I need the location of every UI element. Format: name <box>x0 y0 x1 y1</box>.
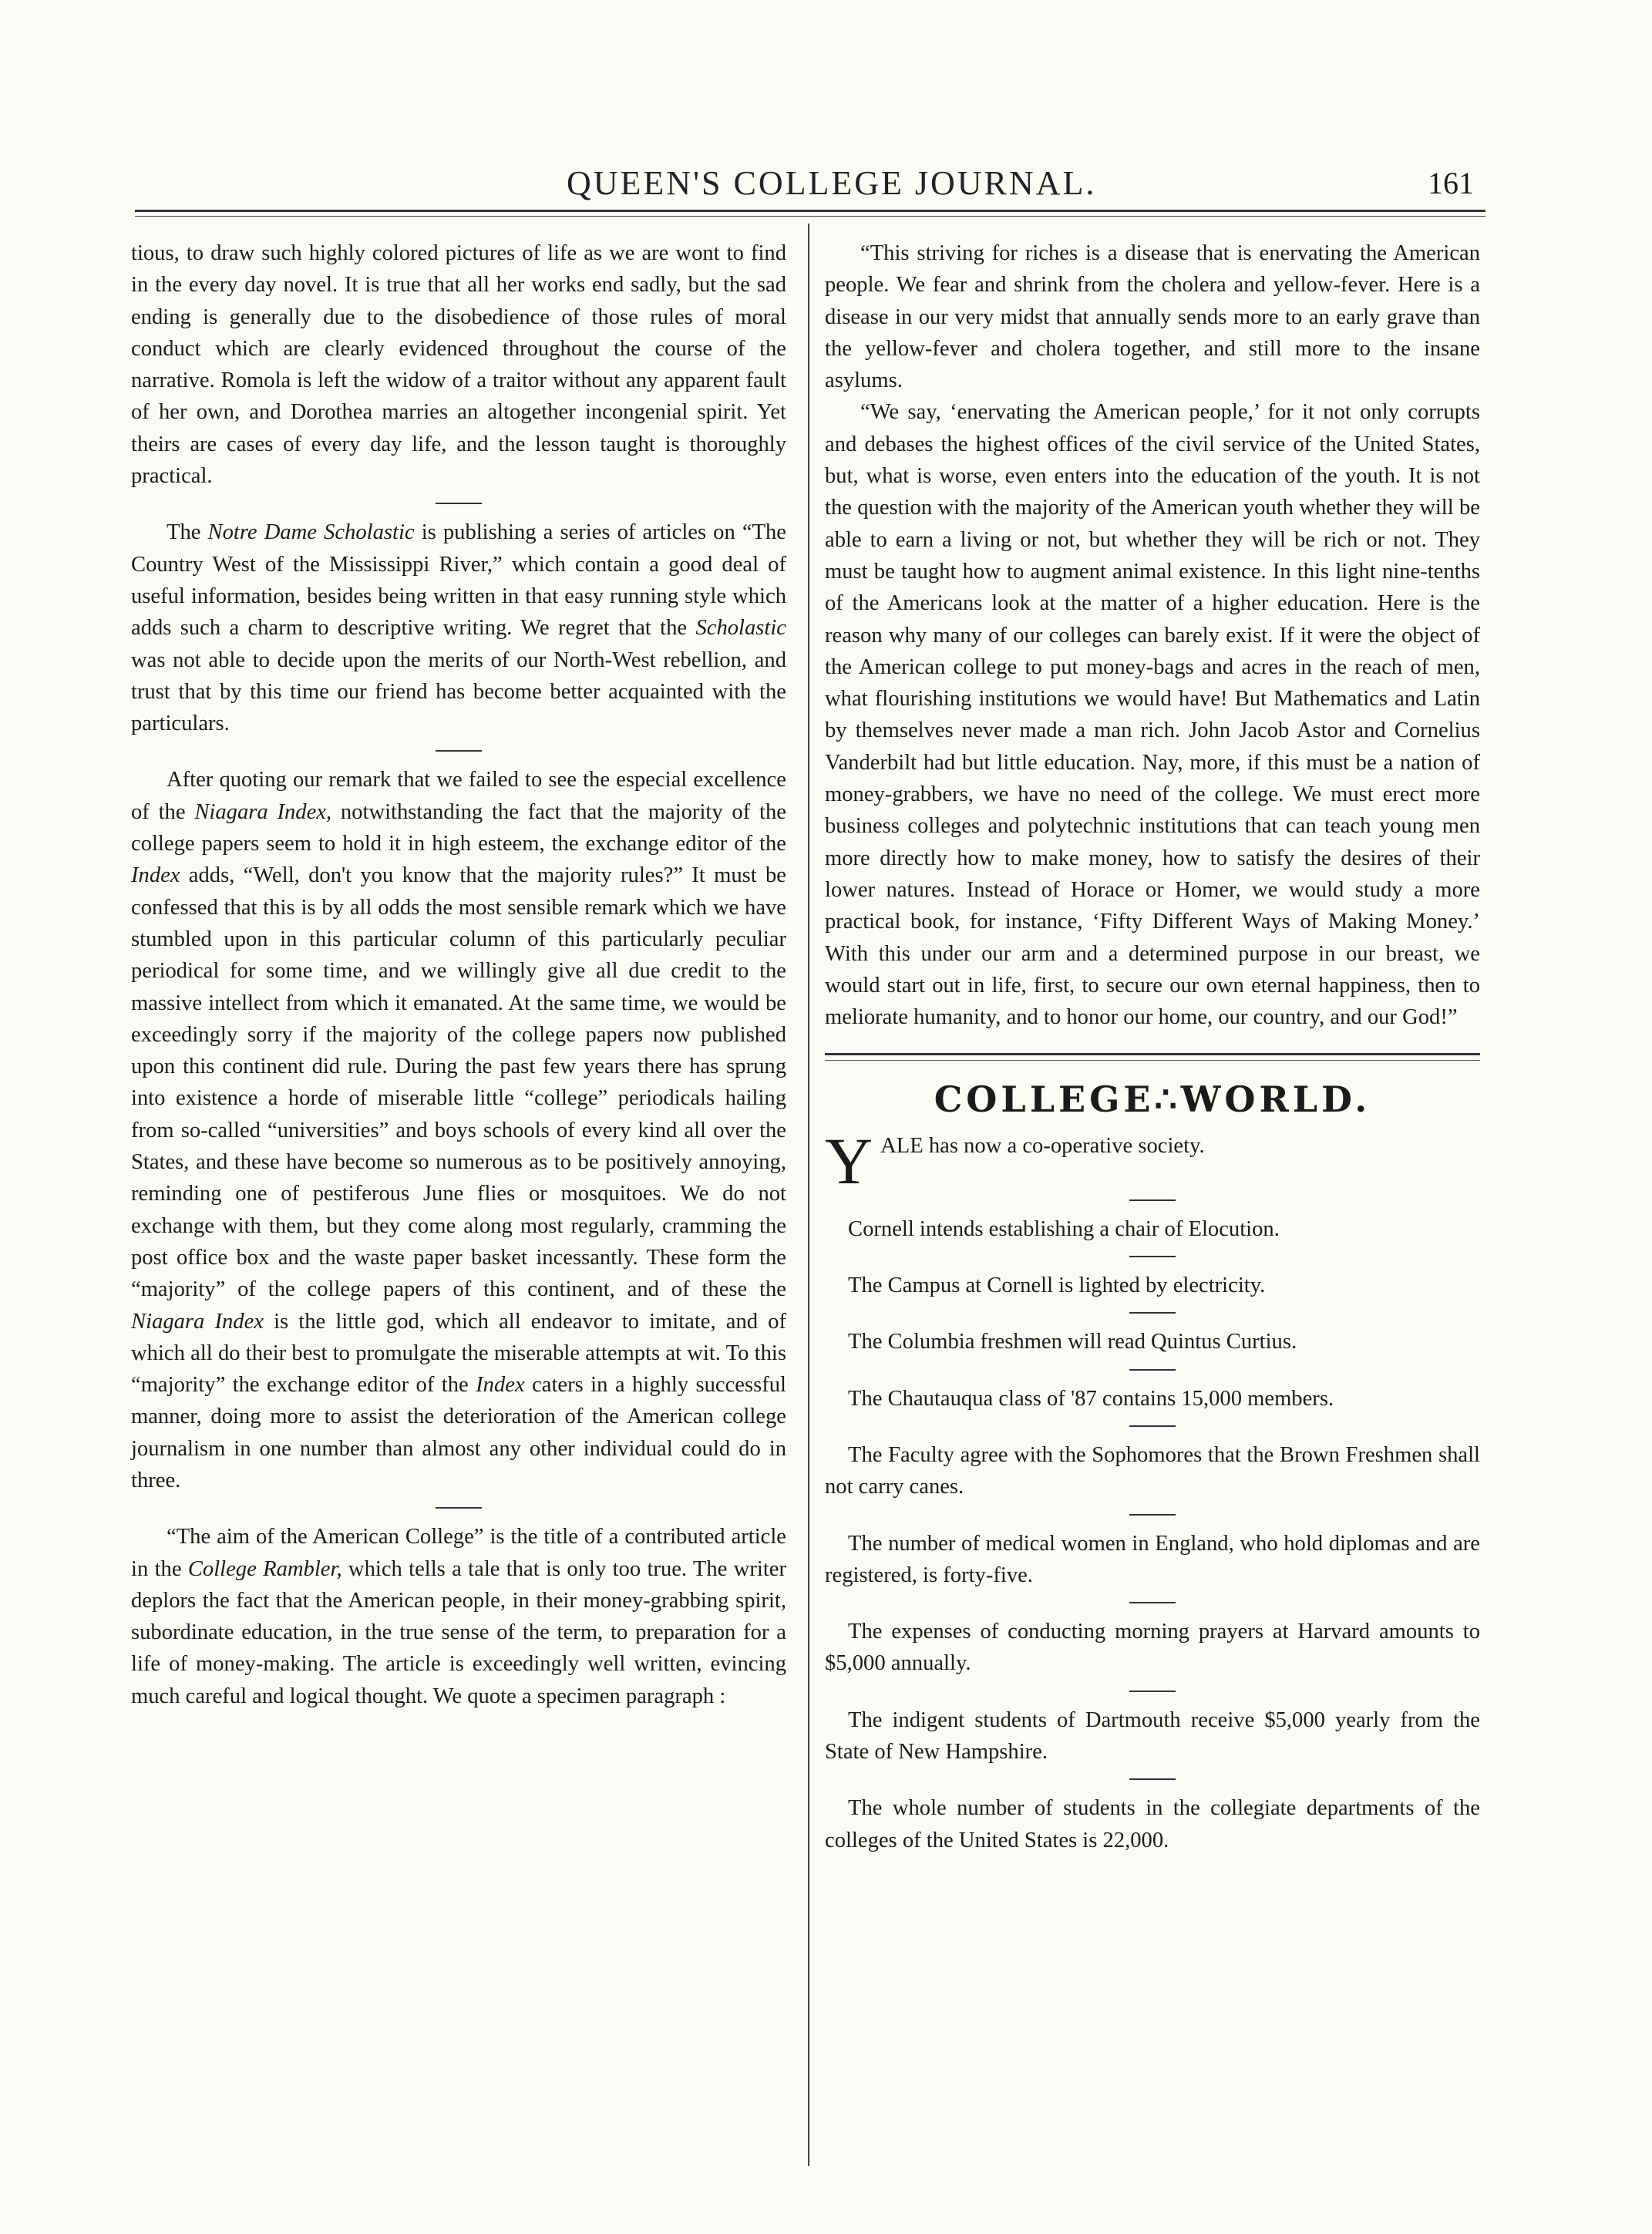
college-world-item: The Chautauqua class of '87 contains 15,000 members. <box>848 1386 1334 1411</box>
separator-rule <box>1129 1602 1176 1603</box>
separator-rule <box>436 1507 482 1509</box>
header-rule <box>135 210 1485 212</box>
separator-rule <box>1129 1369 1176 1371</box>
page-header <box>135 154 1480 200</box>
college-world-list <box>825 1199 1480 1856</box>
paragraph-college-rambler <box>131 1521 786 1712</box>
separator-rule <box>1129 1514 1176 1516</box>
separator-rule <box>1129 1778 1176 1780</box>
column-divider <box>808 224 809 2166</box>
section-rule-thin <box>825 1060 1480 1061</box>
left-column <box>131 237 786 1712</box>
italic-title: Index <box>131 863 180 888</box>
separator-rule <box>1129 1256 1176 1257</box>
college-world-item: The Faculty agree with the Sophomores that the Brown Freshmen shall not carry canes. <box>825 1442 1480 1499</box>
right-column <box>825 237 1480 1856</box>
italic-title: Notre Dame Scholastic <box>207 520 415 545</box>
item-text: ALE has now a co-operative society. <box>880 1133 1205 1158</box>
text-run: which tells a tale that is only too true. The writer deplors the fact that the American people, in their money-grabbing spirit, subordinate education, in the true sense of the term, to preparation for a life of money-making. The article is exceedingly well written, evincing much careful and logical thought. We quote a specimen paragraph : <box>131 1556 786 1708</box>
college-world-item: Cornell intends establishing a chair of Elocution. <box>848 1216 1280 1241</box>
italic-title: Index <box>476 1373 525 1398</box>
college-world-item: The number of medical women in England, who hold diplomas and are registered, is forty-five. <box>825 1531 1480 1587</box>
college-world-item: The indigent students of Dartmouth receive $5,000 yearly from the State of New Hampshire. <box>825 1707 1480 1764</box>
paragraph-niagara-index <box>131 764 786 1496</box>
separator-rule <box>436 750 482 752</box>
text-run: adds, “Well, don't you know that the majority rules?” It must be confessed that this is by all odds the most sensible remark which we have stumbled upon in this particular column of this particularly peculiar periodical for some time, and we willingly give all due credit to the massive intellect from which it emanated. At the same time, we would be exceedingly sorry if the majority of the college papers now published upon this continent did rule. During the past few years there has sprung into existence a horde of miserable little “college” periodicals hailing from so-called “universities” and boys schools of every kind all over the States, and these have become so numerous as to be positively annoying, reminding one of pestiferous June flies or mosquitoes. We do not exchange with them, but they come along most regularly, cramming the post office box and the waste paper basket incessantly. These form the “majority” of the college papers of this continent, and of these the <box>131 863 786 1302</box>
section-rule <box>825 1053 1480 1055</box>
separator-rule <box>1129 1691 1176 1692</box>
college-world-item: The whole number of students in the collegiate departments of the colleges of the United States is 22,000. <box>825 1796 1480 1852</box>
separator-rule <box>1129 1312 1176 1314</box>
italic-title: Niagara Index, <box>194 799 332 824</box>
text-run: is publishing a series of articles on “The Country West of the Mississippi River,” which contain a good deal of useful information, besides being written in that easy running style which adds such a charm to descriptive writing. We regret that the <box>131 520 786 641</box>
college-world-item: The Columbia freshmen will read Quintus Curtius. <box>848 1330 1297 1354</box>
separator-rule <box>436 503 482 504</box>
text-run: notwithstanding the fact that the majority of the college papers seem to hold it in high esteem, the exchange editor of the <box>131 799 786 856</box>
section-title: COLLEGE∴WORLD. <box>934 1078 1371 1121</box>
text-run: The <box>167 520 208 545</box>
text-run: is the little god, which all endeavor to imitate, and of which all do their best to promulgate the miserable attempts at wit. To this “majority” the exchange editor of the <box>131 1309 786 1398</box>
paragraph-scholastic <box>131 516 786 739</box>
quote-paragraph-2: “We say, ‘enervating the American people,’ for it not only corrupts and debases the highest offices of the civil service of the United States, but, what is worse, even enters into the education of the youth. It is not the question with the majority of the American youth whether they will be able to earn a living or not, but whether they will be rich or not. They must be taught how to augment animal existence. In this light nine-tenths of the Americans look at the matter of a higher education. Here is the reason why many of our colleges can barely exist. If it were the object of the American college to put money-bags and acres in the reach of men, what flourishing institutions we would have! But Mathematics and Latin by themselves never made a man rich. John Jacob Astor and Cornelius Vanderbilt had but little education. Nay, more, if this must be a nation of money-grabbers, we have no need of the college. We must erect more business colleges and polytechnic institutions that can teach young men more directly how to make money, how to satisfy the desires of their lower natures. Instead of Horace or Homer, we would study a more practical book, for instance, ‘Fifty Different Ways of Making Money.’ With this under our arm and a determined purpose in our breast, we would start out in life, first, to secure our own eternal happiness, then to meliorate humanity, and to honor our home, our country, and our God!” <box>825 400 1480 1030</box>
drop-cap: Y <box>825 1123 873 1198</box>
quote-paragraph-1: “This striving for riches is a disease that is enervating the American people. We fear and shrink from the cholera and yellow-fever. Here is a disease in our very midst that annually sends more to an early grave than the yellow-fever and cholera together, and still more to the insane asylums. <box>825 241 1480 393</box>
college-world-item: The Campus at Cornell is lighted by electricity. <box>848 1273 1266 1298</box>
italic-title: College Rambler, <box>187 1556 342 1581</box>
text-run: caters in a highly successful manner, doing more to assist the deterioration of the American college journalism in one number than almost any other individual could do in three. <box>131 1373 786 1492</box>
page-number: 161 <box>1428 166 1474 200</box>
college-world-item <box>825 1123 1480 1198</box>
italic-title: Niagara Index <box>131 1309 264 1334</box>
text-run: After quoting our remark that we failed to see the especial excellence of the <box>131 768 786 824</box>
text-run: was not able to decide upon the merits of our North-West rebellion, and trust that by this time our friend has become better acquainted with the particulars. <box>131 648 786 736</box>
college-world-item: The expenses of conducting morning prayers at Harvard amounts to $5,000 annually. <box>825 1620 1480 1676</box>
text-run: “The aim of the American College” is the title of a contributed article in the <box>131 1525 786 1581</box>
italic-title: Scholastic <box>695 616 786 641</box>
separator-rule <box>1129 1425 1176 1427</box>
running-head: QUEEN'S COLLEGE JOURNAL. <box>567 164 1097 202</box>
header-rule-thin <box>135 216 1485 217</box>
paragraph-eliot: tious, to draw such highly colored pictures of life as we are wont to find in the every day novel. It is true that all her works end sadly, but the sad ending is generally due to the disobedience of those rules of moral conduct which are clearly evidenced throughout the course of the narrative. Romola is left the widow of a traitor without any apparent fault of her own, and Dorothea marries an altogether incongenial spirit. Yet theirs are cases of every day life, and the lesson taught is thoroughly practical. <box>131 241 786 489</box>
separator-rule <box>1129 1199 1176 1201</box>
